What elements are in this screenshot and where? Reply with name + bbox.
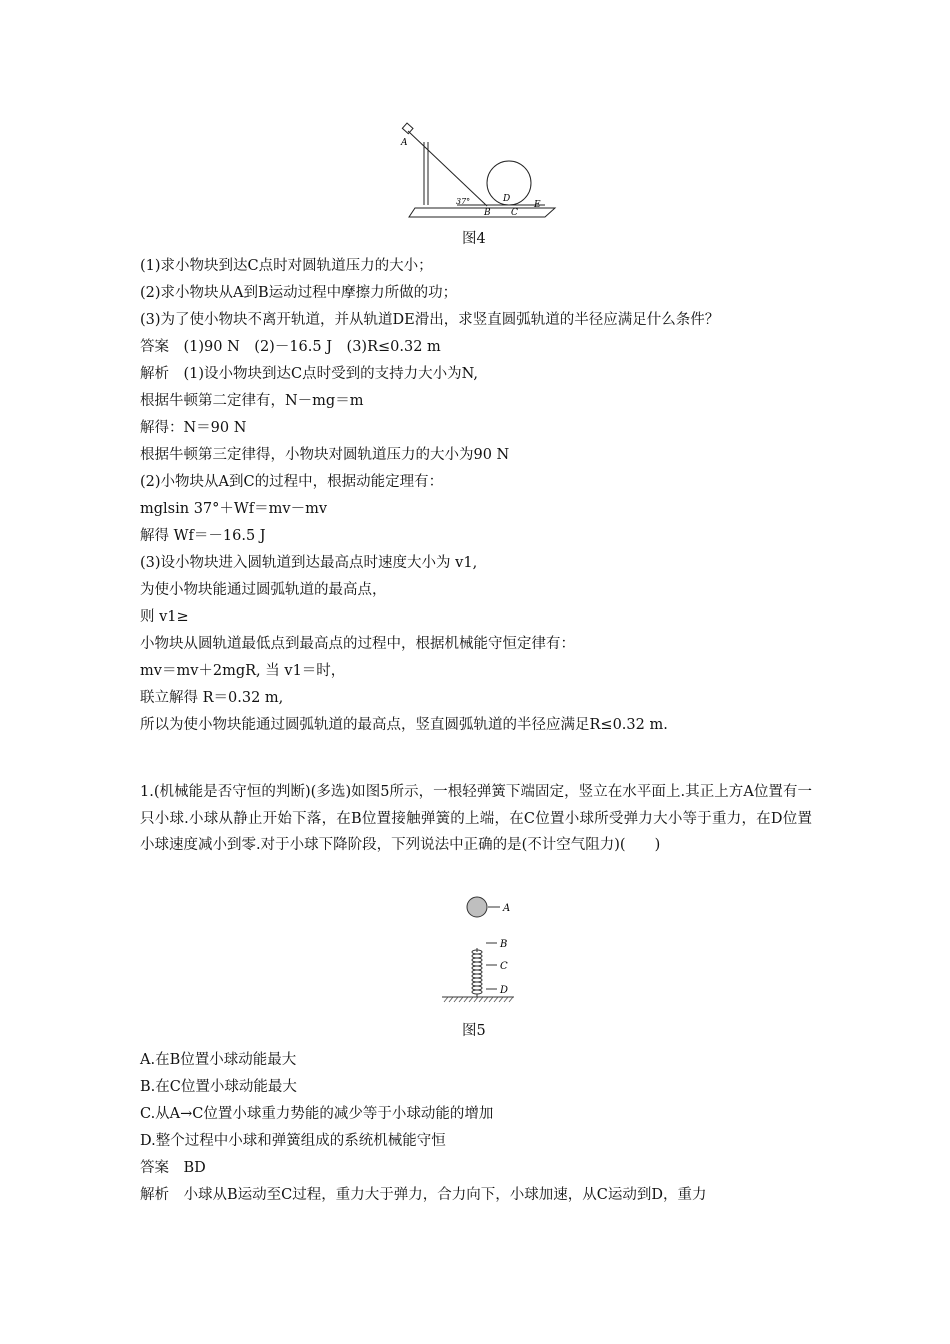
analysis-line-9: 为使小物块能通过圆弧轨道的最高点， (140, 582, 387, 598)
analysis-line-8: (3)设小物块进入圆轨道到达最高点时速度大小为 v1, (140, 555, 478, 571)
question-1-answer: 答案 BD (140, 1160, 206, 1176)
option-c: C.从A→C位置小球重力势能的减少等于小球动能的增加 (140, 1106, 494, 1122)
analysis-line-12: mv＝mv＋2mgR, 当 v1＝时， (140, 663, 346, 679)
figure-4-caption: 图4 (462, 231, 486, 247)
fig4-angle-label: 37° (456, 197, 471, 206)
fig4-label-a: A (401, 138, 408, 148)
analysis-line-13: 联立解得 R＝0.32 m, (140, 690, 284, 706)
fig5-label-b: B (500, 939, 508, 950)
answer-line: 答案 (1)90 N (2)－16.5 J (3)R≤0.32 m (140, 339, 441, 355)
option-a: A.在B位置小球动能最大 (140, 1052, 297, 1068)
question-part-3: (3)为了使小物块不离开轨道，并从轨道DE滑出，求竖直圆弧轨道的半径应满足什么条件？ (140, 312, 720, 328)
analysis-line-14: 所以为使小物块能通过圆弧轨道的最高点，竖直圆弧轨道的半径应满足R≤0.32 m. (140, 717, 668, 733)
option-b: B.在C位置小球动能最大 (140, 1079, 297, 1095)
fig4-label-e: E (534, 200, 541, 210)
fig4-label-c: C (511, 208, 518, 218)
question-part-2: (2)求小物块从A到B运动过程中摩擦力所做的功； (140, 285, 458, 301)
analysis-line-10: 则 v1≥ (140, 609, 189, 625)
fig4-label-d: D (503, 194, 511, 204)
fig4-label-b: B (484, 208, 491, 218)
fig5-label-c: C (500, 961, 508, 972)
question-1-analysis: 解析 小球从B运动至C过程，重力大于弹力，合力向下，小球加速，从C运动到D，重力 (140, 1187, 707, 1203)
analysis-line-7: 解得 Wf＝－16.5 J (140, 528, 266, 544)
analysis-line-4: 根据牛顿第三定律得，小物块对圆轨道压力的大小为90 N (140, 447, 510, 463)
analysis-line-1: 解析 (1)设小物块到达C点时受到的支持力大小为N, (140, 366, 479, 382)
figure-4-diagram (395, 120, 565, 225)
question-part-1: (1)求小物块到达C点时对圆轨道压力的大小； (140, 258, 433, 274)
option-d: D.整个过程中小球和弹簧组成的系统机械能守恒 (140, 1133, 446, 1149)
analysis-line-5: (2)小物块从A到C的过程中，根据动能定理有： (140, 474, 444, 490)
analysis-line-3: 解得：N＝90 N (140, 420, 247, 436)
fig5-label-a: A (503, 903, 511, 914)
analysis-line-11: 小物块从圆轨道最低点到最高点的过程中，根据机械能守恒定律有： (140, 636, 575, 652)
fig5-label-d: D (500, 985, 509, 996)
analysis-line-6: mglsin 37°＋Wf＝mv－mv (140, 501, 328, 517)
analysis-line-2: 根据牛顿第二定律有，N－mg＝m (140, 393, 364, 409)
figure-5-diagram (430, 890, 530, 1010)
question-1-stem: 1.(机械能是否守恒的判断)(多选)如图5所示，一根轻弹簧下端固定，竖立在水平面上.其正上方A位置有一只小球.小球从静止开始下落，在B位置接触弹簧的上端，在C位置小球所受弹力大小等于重力，在D位置小球速度减小到零.对于小球下降阶段，下列说法中正确的是(不计空气阻力)( ) (140, 784, 812, 854)
figure-5-caption: 图5 (462, 1023, 486, 1039)
